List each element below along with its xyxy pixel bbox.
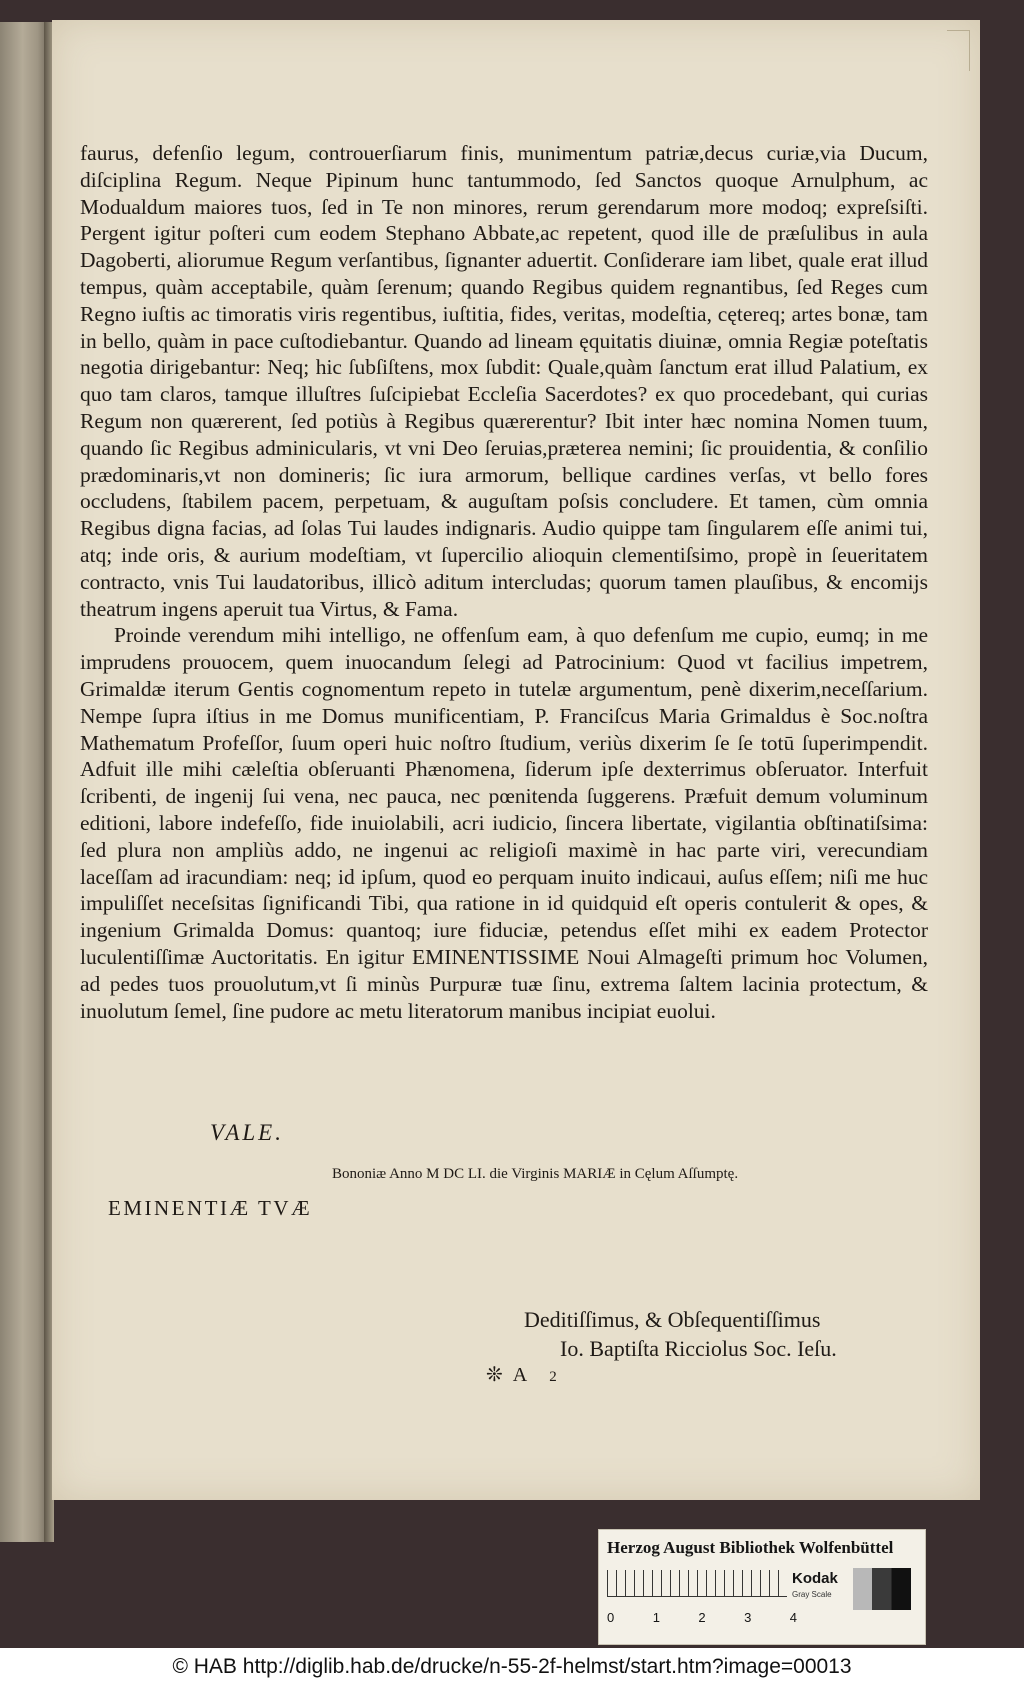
paragraph-2: Proinde verendum mihi intelligo, ne offenſum eam, à quo defenſum me cupio, eumq; in me imprudens prouocem, quem inuocandum ſelegi ad Patrocinium: Quod vt facilius impetrem, Grimaldæ iterum Gentis cognomentum repeto in tutelæ argumentum, penè dixerim,neceſſarium. Nempe ſupra iſtius in me Domus munificentiam, P. Franciſcus Maria Grimaldus è Soc.noſtra Mathematum Profeſſor, ſuum operi huic noſtro ſtudium, veriùs dixerim ſe ſe totū ſuperimpendit. Adfuit ille mihi cæleſtia obſeruanti Phænomena, ſiderum ipſe dexterrimus obſeruator. Interfuit ſcribenti, de ingenij ſui vena, nec pauca, nec pœnitenda ſuggerens. Præfuit demum voluminum editioni, labore indefeſſo, fide inuiolabili, acri iudicio, ſincera libertate, vigilantia obſtinatiſsima: ſed plura non ampliùs addo, ne ingenui ac religioſi maximè in hac parte viri, verecundiam laceſſam ad iracundiam: neq; id ipſum, quod eo perquam inuito indicaui, auſus eſſem; niſi me huc impuliſſet neceſsitas ſignificandi Tibi, qua ratione in id quidquid eſt operis contulerit & opes, & ingenium Grimalda Domus: quantoq; iure fiduciæ, petendus eſſet mihi ex eadem Protector luculentiſſimæ Auctoritatis. En igitur EMINENTISSIME Noui Almageſti primum hoc Volumen, ad pedes tuos prouolutum,vt ſi minùs Purpuræ tuæ ſinu, extrema ſaltem lacinia protectum, & inuolutum ſemel, ſine pudore ac metu literatorum manibus incipiat euolui.: [80, 623, 928, 1023]
gray-patches: [853, 1568, 911, 1610]
document-page: [52, 20, 980, 1500]
color-calibration-bar: [598, 1529, 926, 1645]
scale-number: 2: [698, 1610, 706, 1625]
signature-line-2: Io. Baptiſta Ricciolus Soc. Ieſu.: [560, 1336, 837, 1361]
scale-number: 4: [789, 1610, 797, 1625]
adjacent-page-edge: [0, 22, 50, 1542]
page-corner: [947, 30, 970, 71]
body-text: [80, 140, 928, 1024]
vale-closing: VALE.: [210, 1120, 284, 1145]
kodak-brand: Kodak: [792, 1570, 838, 1587]
paragraph-1: faurus, defenſio legum, controuerſiarum finis, munimentum patriæ,decus curiæ,via Ducum, diſciplina Regum. Neque Pipinum hunc tantummodo, ſed Sanctos quoque Arnulphum, ac Modualdum maiores tuos, ſed in Te non minores, rerum gerendarum more modoq; expreſsiſti. Pergent igitur poſteri cum eodem Stephano Abbate,ac repetent, quod ille de præſulibus in aula Dagoberti, aliorumue Regum verſantibus, ſignanter aduertit. Conſiderare iam libet, quale erat illud tempus, quàm acceptabile, quàm ſerenum; quando Regibus quidem regnantibus, ſed Reges cum Regno iuſtis ac timoratis viris regentibus, iuſtitia, fides, veritas, modeſtia, cętereq; artes bonæ, tam in bello, quàm in pace cuſtodiebantur. Quando ad lineam ęquitatis diuinæ, omnia Regiæ poteſtatis negotia dirigebantur: Neq; hic ſubſiſtens, mox ſubdit: Quale,quàm ſanctum erat illud Palatium, ex quo tam claros, tamque illuſtres ſuſcipiebat Eccleſia Sacerdotes? ex quo procedebant, qui curias Regum non quærerent, ſed potiùs à Regibus quærerentur? Ibit inter hæc nomina Nomen tuum, quando ſic Regibus adminicularis, vt vni Deo ſeruias,præterea nemini; ſic prouidentia, & conſilio prædominaris,vt non domineris; ſic iura armorum, bellique cardines verſas, vt bello fores occludens, ſtabilem pacem, perpetuam, & auguſtam poſsis concludere. Et tamen, cùm omnia Regibus digna facias, ad ſolas Tui laudes indignaris. Audio quippe tam ſingularem eſſe animi tui, atq; inde oris, & aurium modeſtiam, vt ſupercilio alioquin clementiſsimo, propè in ſeueritatem contracto, vnis Tui laudatoribus, illicò aditum intercludas; quorum tamen plauſibus, & encomijs theatrum ingens aperuit tua Virtus, & Fama.: [80, 141, 928, 621]
signature-number: 2: [549, 1369, 567, 1385]
scale-numbers: [607, 1610, 797, 1625]
salutation: EMINENTIÆ TVÆ: [108, 1196, 313, 1220]
date-line: Bononiæ Anno M DC LI. die Virginis MARIÆ in Cęlum Aſſumptę.: [332, 1166, 739, 1182]
signature-line-1: Deditiſſimus, & Obſequentiſſimus: [524, 1307, 821, 1332]
copyright-footer: © HAB http://diglib.hab.de/drucke/n-55-2f-helmst/start.htm?image=00013: [0, 1648, 1024, 1685]
gray-scale-label: Gray Scale: [792, 1590, 832, 1599]
scale-ruler: [607, 1570, 787, 1597]
library-name: Herzog August Bibliothek Wolfenbüttel: [607, 1538, 894, 1557]
signature-letter: A: [512, 1364, 538, 1386]
fleuron-icon: ❊: [486, 1364, 513, 1386]
scale-number: 3: [744, 1610, 752, 1625]
scale-number: 1: [652, 1610, 660, 1625]
printer-signature-mark: [486, 1362, 567, 1387]
scale-number: 0: [607, 1610, 615, 1625]
